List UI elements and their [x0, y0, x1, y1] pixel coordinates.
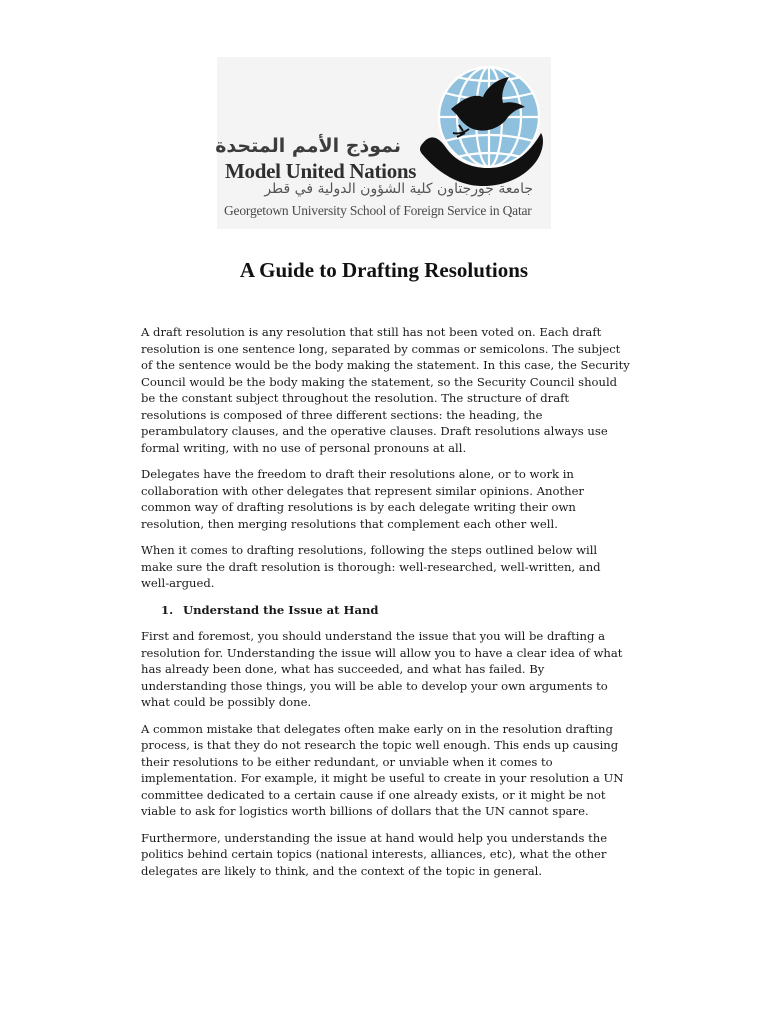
mun-logo [217, 57, 551, 229]
logo-subtitle: Georgetown University School of Foreign Service in Qatar [224, 203, 532, 218]
globe-dove-hand-icon [417, 63, 547, 191]
logo-arabic-title: نموذج الأمم المتحدة [215, 135, 401, 157]
intro-paragraph: Delegates have the freedom to draft their resolutions alone, or to work in collaboration with other delegates that represent similar opinions. Another common way of drafting resolutions is by each delegate writing their own resolution, then merging resolutions that complement each other well. [141, 467, 584, 531]
logo-title: Model United Nations [225, 159, 417, 183]
section-number: 1. [161, 602, 174, 617]
logo-arabic-subtitle: جامعة جورجتاون كلية الشؤون الدولية في قطر [264, 181, 533, 197]
intro-paragraph: When it comes to drafting resolutions, following the steps outlined below will make sure the draft resolution is thorough: well-researched, well-written, and well-argued. [141, 543, 601, 590]
document-title: A Guide to Drafting Resolutions [239, 258, 529, 282]
section-paragraph: First and foremost, you should understand the issue that you will be drafting a resolution for. Understanding the issue will allow you to have a clear idea of what has already been done, what has succeeded, and what has failed. By understanding those things, you will be able to develop your own arguments to what could be possibly done. [141, 629, 623, 709]
document-body [141, 324, 631, 889]
section-paragraph: A common mistake that delegates often make early on in the resolution drafting process, is that they do not research the topic well enough. This ends up causing their resolutions to be either redundant, or unviable when it comes to implementation. For example, it might be useful to create in your resolution a UN committee dedicated to a certain cause if one already exists, or it might be not viable to ask for logistics worth billions of dollars that the UN cannot spare. [141, 721, 624, 818]
section-heading [141, 602, 631, 619]
section-heading-text: Understand the Issue at Hand [183, 602, 379, 617]
intro-paragraph: A draft resolution is any resolution that still has not been voted on. Each draft resolution is one sentence long, separated by commas or semicolons. The subject of the sentence would be the body making the statement. In this case, the Security Council would be the body making the statement, so the Security Council should be the constant subject throughout the resolution. The structure of draft resolutions is composed of three different sections: the heading, the perambulatory clauses, and the operative clauses. Draft resolutions always use formal writing, with no use of personal pronouns at all. [141, 325, 630, 455]
section-paragraph: Furthermore, understanding the issue at hand would help you understands the politics behind certain topics (national interests, alliances, etc), what the other delegates are likely to think, and the context of the topic in general. [141, 830, 608, 878]
